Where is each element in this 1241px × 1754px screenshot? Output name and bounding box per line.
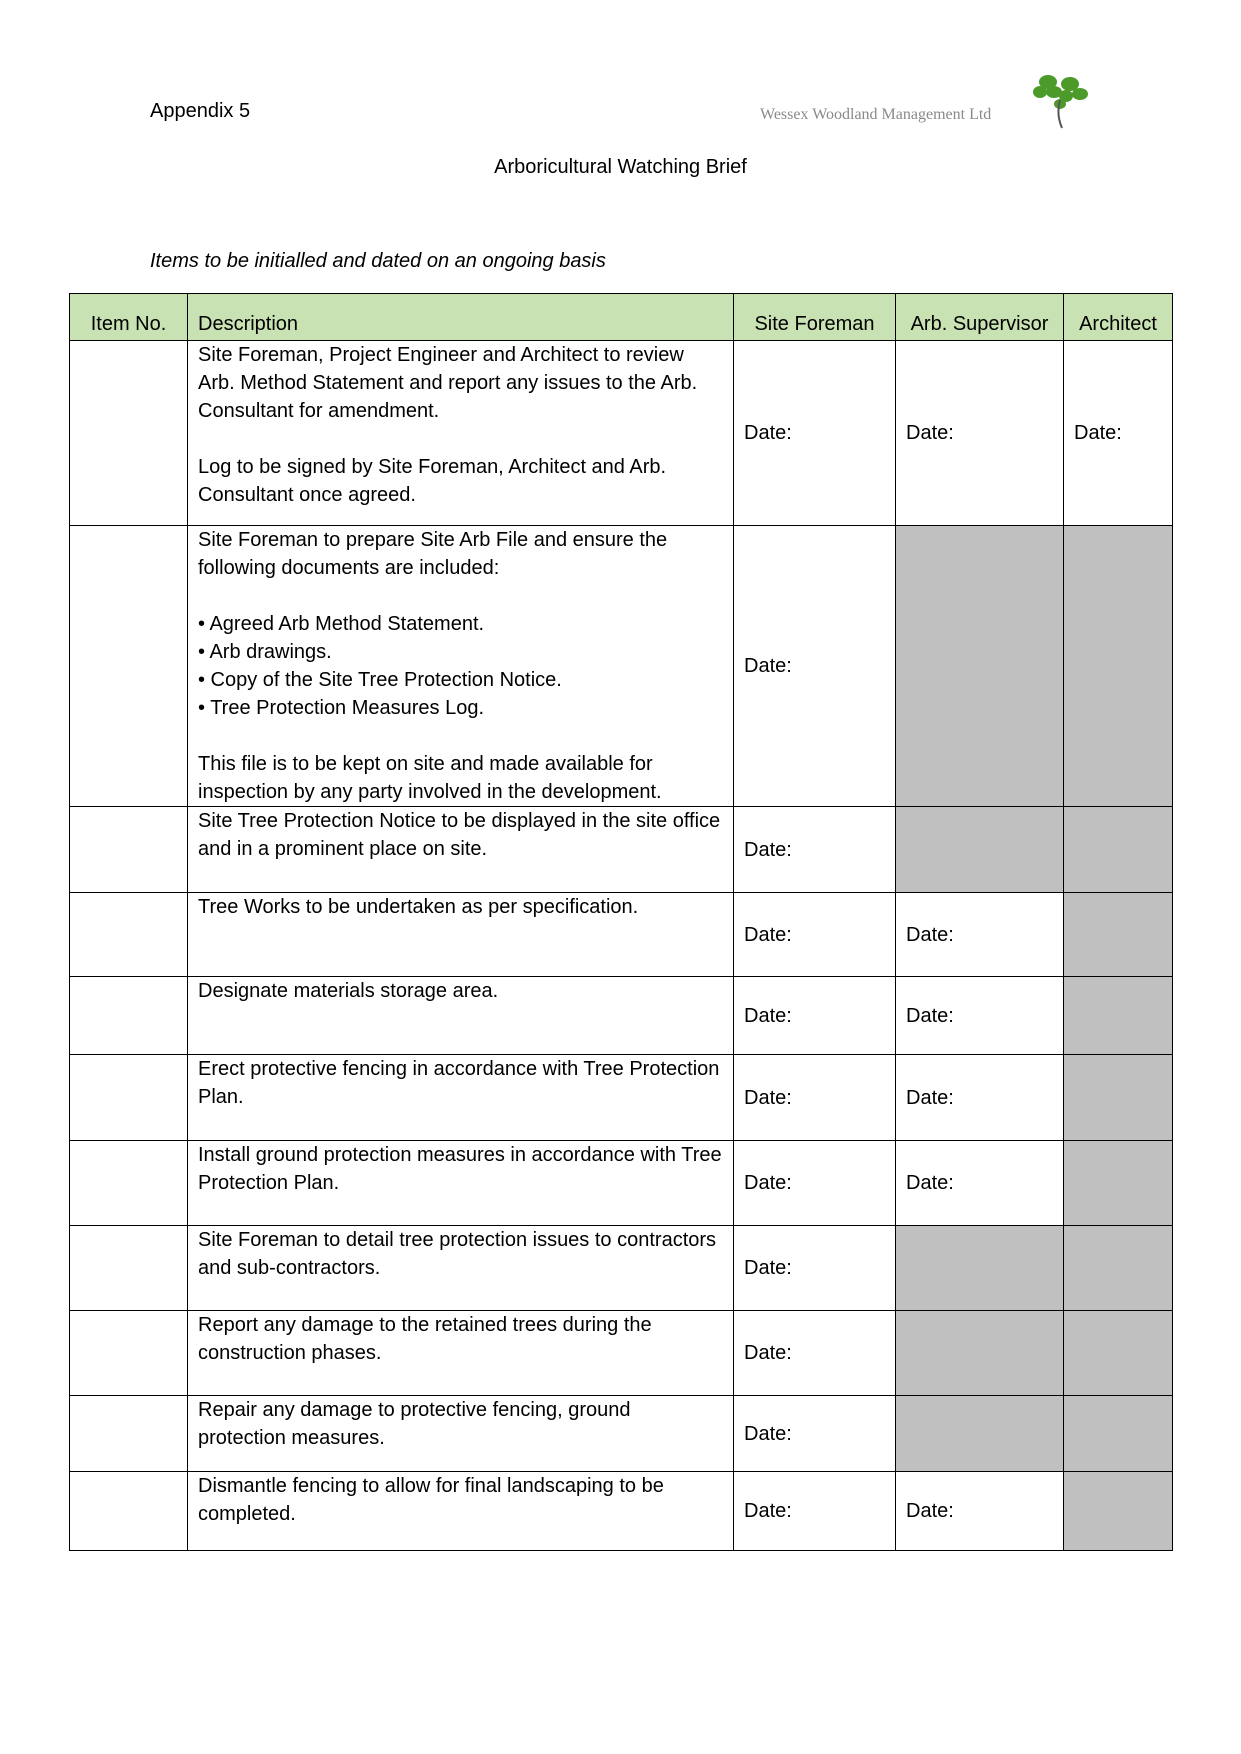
description-cell: Report any damage to the retained trees during the construction phases. <box>188 1311 734 1396</box>
item-no-cell[interactable] <box>70 807 188 893</box>
description-text: Log to be signed by Site Foreman, Architect and Arb. Consultant once agreed. <box>198 456 667 506</box>
arb-supervisor-shaded-cell <box>896 1396 1064 1472</box>
arb-supervisor-date-cell[interactable] <box>896 1055 1064 1141</box>
appendix-label: Appendix 5 <box>150 100 251 122</box>
table-row <box>70 977 1173 1055</box>
item-no-cell[interactable] <box>70 341 188 526</box>
architect-shaded-cell <box>1064 1311 1173 1396</box>
date-label: Date: <box>744 1086 792 1109</box>
arb-supervisor-date-cell[interactable] <box>896 893 1064 977</box>
architect-shaded-cell <box>1064 1226 1173 1311</box>
item-no-cell[interactable] <box>70 1226 188 1311</box>
table-row <box>70 1472 1173 1551</box>
table-row <box>70 1396 1173 1472</box>
architect-date-cell[interactable] <box>1064 341 1173 526</box>
architect-shaded-cell <box>1064 893 1173 977</box>
site-foreman-date-cell[interactable] <box>734 341 896 526</box>
table-row <box>70 1055 1173 1141</box>
arb-supervisor-shaded-cell <box>896 807 1064 893</box>
description-cell: Site Foreman to detail tree protection issues to contractors and sub-contractors. <box>188 1226 734 1311</box>
arb-supervisor-shaded-cell <box>896 1311 1064 1396</box>
item-no-cell[interactable] <box>70 1472 188 1551</box>
item-no-cell[interactable] <box>70 1055 188 1141</box>
date-label: Date: <box>744 1422 792 1445</box>
bullet-item: • Copy of the Site Tree Protection Notice. <box>198 669 562 691</box>
item-no-cell[interactable] <box>70 526 188 807</box>
description-text: Site Foreman to prepare Site Arb File and ensure the following documents are included: <box>198 529 668 579</box>
table-row <box>70 341 1173 526</box>
arb-supervisor-date-cell[interactable] <box>896 977 1064 1055</box>
site-foreman-date-cell[interactable] <box>734 807 896 893</box>
date-label: Date: <box>906 1004 954 1027</box>
description-cell: Designate materials storage area. <box>188 977 734 1055</box>
column-header-site-foreman: Site Foreman <box>734 294 896 341</box>
architect-shaded-cell <box>1064 807 1173 893</box>
table-row <box>70 526 1173 807</box>
column-header-item-no: Item No. <box>70 294 188 341</box>
date-label: Date: <box>906 923 954 946</box>
date-label: Date: <box>744 1172 792 1194</box>
watching-brief-table <box>69 293 1173 1551</box>
site-foreman-date-cell[interactable] <box>734 526 896 807</box>
bullet-item: • Agreed Arb Method Statement. <box>198 613 485 635</box>
column-header-arb-supervisor: Arb. Supervisor <box>896 294 1064 341</box>
column-header-description: Description <box>188 294 734 341</box>
site-foreman-date-cell[interactable] <box>734 977 896 1055</box>
site-foreman-date-cell[interactable] <box>734 1141 896 1226</box>
description-cell <box>188 341 734 526</box>
site-foreman-date-cell[interactable] <box>734 1226 896 1311</box>
arb-supervisor-shaded-cell <box>896 526 1064 807</box>
architect-shaded-cell <box>1064 977 1173 1055</box>
description-cell: Tree Works to be undertaken as per specification. <box>188 893 734 977</box>
date-label: Date: <box>744 1342 792 1364</box>
arb-supervisor-date-cell[interactable] <box>896 1472 1064 1551</box>
date-label: Date: <box>906 1500 954 1522</box>
description-cell: Erect protective fencing in accordance with Tree Protection Plan. <box>188 1055 734 1141</box>
date-label: Date: <box>744 422 792 444</box>
site-foreman-date-cell[interactable] <box>734 1472 896 1551</box>
site-foreman-date-cell[interactable] <box>734 893 896 977</box>
description-cell: Repair any damage to protective fencing, ground protection measures. <box>188 1396 734 1472</box>
bullet-item: • Tree Protection Measures Log. <box>198 697 485 719</box>
date-label: Date: <box>744 655 792 677</box>
date-label: Date: <box>906 1172 954 1194</box>
table-row <box>70 1226 1173 1311</box>
arb-supervisor-date-cell[interactable] <box>896 341 1064 526</box>
architect-shaded-cell <box>1064 1396 1173 1472</box>
site-foreman-date-cell[interactable] <box>734 1055 896 1141</box>
item-no-cell[interactable] <box>70 1396 188 1472</box>
description-text: Site Foreman, Project Engineer and Architect to review Arb. Method Statement and report any issues to the Arb. Consultant for amendment. <box>198 344 698 422</box>
date-label: Date: <box>906 1086 954 1109</box>
architect-shaded-cell <box>1064 1472 1173 1551</box>
description-cell <box>188 526 734 807</box>
item-no-cell[interactable] <box>70 1311 188 1396</box>
site-foreman-date-cell[interactable] <box>734 1396 896 1472</box>
arb-supervisor-date-cell[interactable] <box>896 1141 1064 1226</box>
item-no-cell[interactable] <box>70 977 188 1055</box>
description-cell: Site Tree Protection Notice to be displayed in the site office and in a prominent place on site. <box>188 807 734 893</box>
date-label: Date: <box>906 422 954 444</box>
date-label: Date: <box>744 923 792 946</box>
company-name: Wessex Woodland Management Ltd <box>760 106 992 123</box>
date-label: Date: <box>744 1004 792 1027</box>
architect-shaded-cell <box>1064 526 1173 807</box>
column-header-architect: Architect <box>1064 294 1173 341</box>
oak-leaf-icon <box>1030 70 1094 130</box>
table-row <box>70 893 1173 977</box>
date-label: Date: <box>744 838 792 861</box>
table-row <box>70 1311 1173 1396</box>
description-text: This file is to be kept on site and made available for inspection by any party involved in the development. <box>198 753 662 803</box>
arb-supervisor-shaded-cell <box>896 1226 1064 1311</box>
date-label: Date: <box>1074 422 1122 444</box>
architect-shaded-cell <box>1064 1141 1173 1226</box>
bullet-item: • Arb drawings. <box>198 641 332 663</box>
item-no-cell[interactable] <box>70 1141 188 1226</box>
description-cell: Dismantle fencing to allow for final landscaping to be completed. <box>188 1472 734 1551</box>
table-row <box>70 1141 1173 1226</box>
item-no-cell[interactable] <box>70 893 188 977</box>
site-foreman-date-cell[interactable] <box>734 1311 896 1396</box>
page-title: Arboricultural Watching Brief <box>494 156 747 178</box>
table-header-row <box>70 294 1173 341</box>
date-label: Date: <box>744 1257 792 1279</box>
table-row <box>70 807 1173 893</box>
architect-shaded-cell <box>1064 1055 1173 1141</box>
date-label: Date: <box>744 1500 792 1522</box>
description-cell: Install ground protection measures in accordance with Tree Protection Plan. <box>188 1141 734 1226</box>
page-subtitle: Items to be initialled and dated on an ongoing basis <box>150 250 606 272</box>
